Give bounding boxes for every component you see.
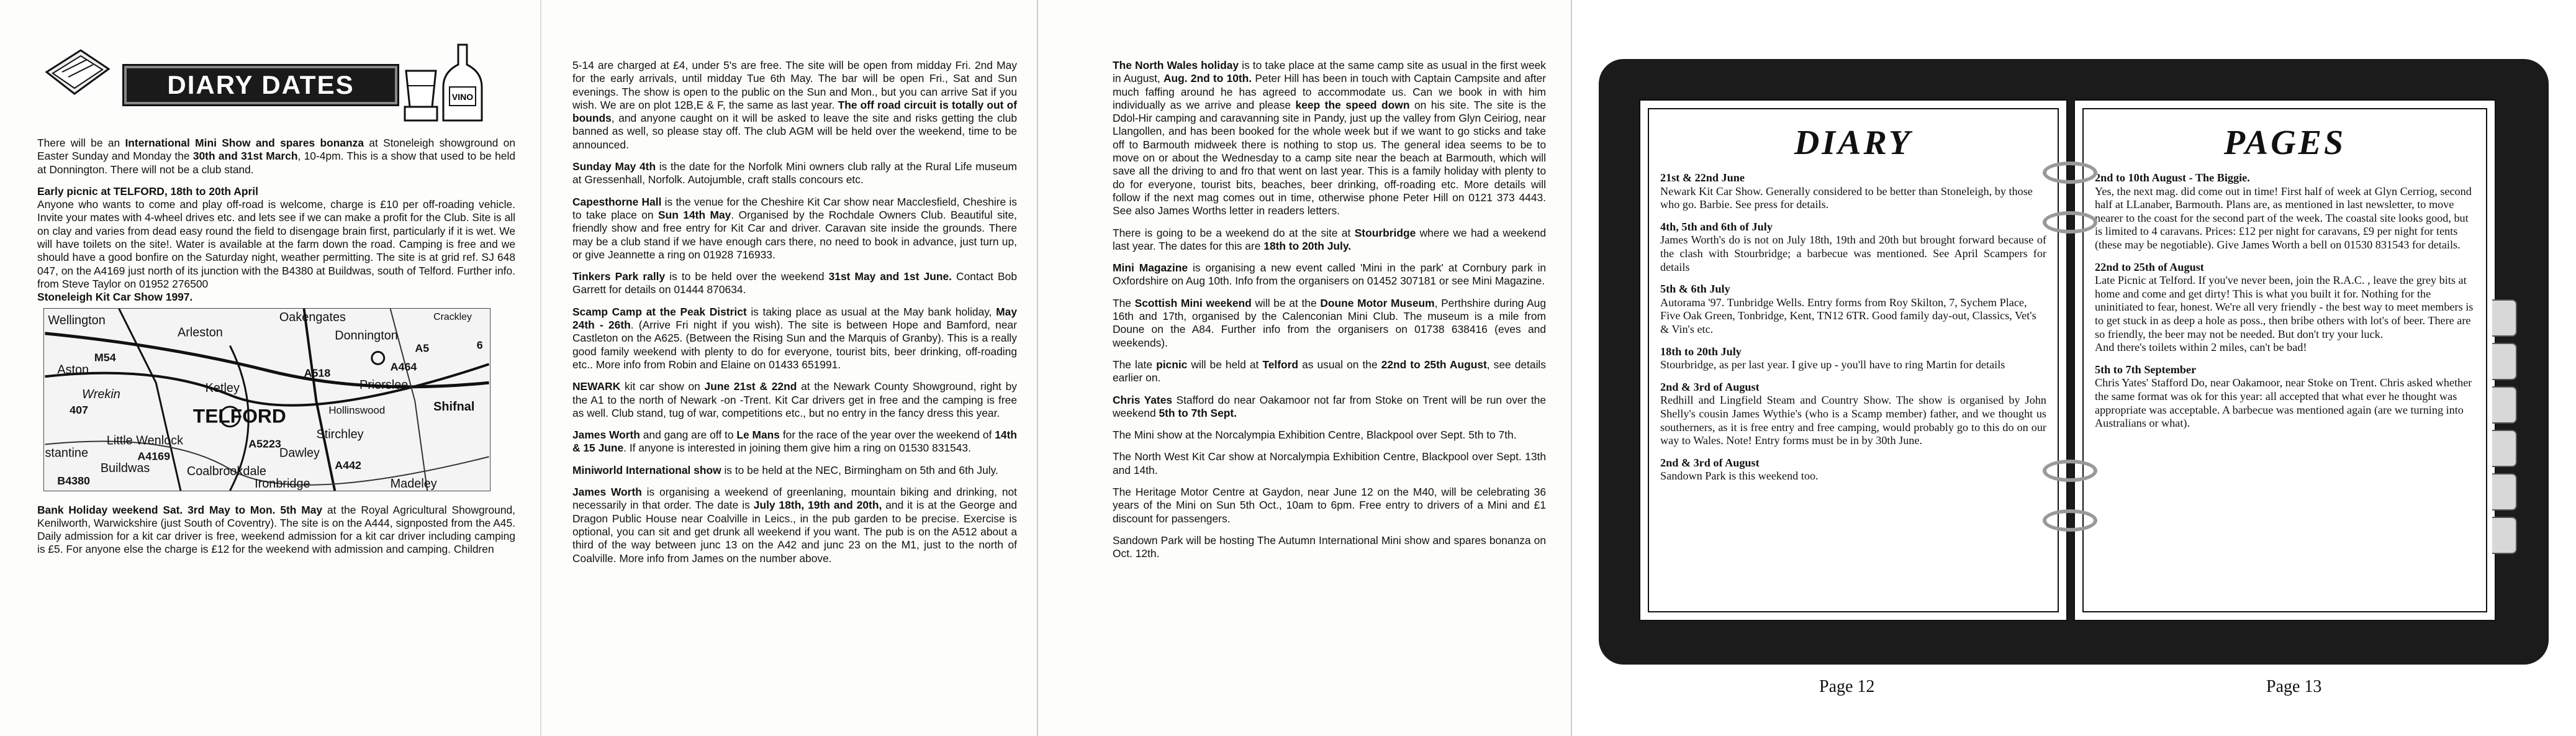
paragraph-newark: NEWARK kit car show on June 21st & 22nd at the Newark County Showground, right by the A1 to the north of Newark -on -Trent. Kit Car drivers get in free and the camping is free as well. Club stand, tug of war, competitions etc., but no entry in the fancy dress this year. (572, 380, 1017, 419)
entry-newark: 21st & 22nd June Newark Kit Car Show. Generally considered to be better than Stoneleigh, by those who go. Barbie. See press for details. (1660, 171, 2033, 211)
page-number-right: Page 13 (2266, 677, 2322, 696)
road-label-6: 6 (476, 338, 483, 352)
column-3 (1037, 0, 1571, 736)
paragraph-scamp-camp: Scamp Camp at the Peak District is taking place as usual at the May bank holiday, May 24th - 26th. (Arrive Fri night if you wish). The site is between Hope and Bamford, near Castleton on the A625. (Between the Rising Sun and the Marquis of Granby). This is a really good family weekend with plenty to do for everyone, tourist bits, beer drinking, off-roading etc.. More info from Robin and Elaine on 01433 651991. (572, 305, 1017, 371)
entry-late-picnic: 22nd to 25th of August Late Picnic at Telford. If you've never been, join the R.A.C. , leave the grey bits at home and come and get dirty! This is what you built it for. Nothing for the uninitiated to fear, honest. We're all very friendly - the best way to meet members is to get stuck in as deep a hole as poss., then bribe others with lot's of beer. There are so friendly, the beer may not be needed. But don't try your luck. And there's toilets within 2 miles, can't be bad! (2095, 260, 2474, 354)
telford-map (43, 308, 490, 491)
paragraph-north-wales: The North Wales holiday is to take place at the same camp site as usual in the first week in August, Aug. 2nd to 10th. Peter Hill has been in touch with Captain Campsite and after much faffing around he has agreed to accommodate us. Can we book in with him individually as we arrive and please keep the speed down on his site. The site is the Ddol-Hir camping and caravanning site in Pandy, just up the valley from Glyn Ceiriog, near Llangollen, and has been booked for the whole week but if we want to go sticks and take off to Barmouth midweek there is nothing to stop us. The general idea seems to be to move on or about the Wednesday to a camp site near the beach at Barmouth, which will save all the driving to and fro that went on last year. This is a family holiday with plenty to do for everyone, tourist bits, beaches, beer drinking, off-roading etc. More details will follow if the next mag comes out in time, otherwise phone Peter Hill on 0121 373 4443. See also James Worths letter in readers letters. (1113, 59, 1546, 217)
road-label-a5223: A5223 (248, 437, 281, 450)
road-label-a464: A464 (390, 360, 417, 373)
road-label-a518: A518 (304, 366, 331, 379)
binder-ring-icon (2043, 211, 2097, 234)
map-label-aston: Aston (57, 362, 89, 376)
paragraph-telford-picnic: Early picnic at TELFORD, 18th to 20th April Anyone who wants to come and play off-road is welcome, charge is £10 per off-roading vehicle. Invite your mates with 4-wheel drives etc. and lets see if we can make a profit for the Club. Site is all on clay and varies from dead easy round the field to disengage brain first, particularly if it is wet. We will have toilets on the site!. Water is available at the farm down the road. Camping is free and we should have a good bonfire on the Saturday night, weather permitting. The site is at grid ref. SJ 648 047, on the A4169 just north of its junction with the B4380 at Buildwas, south of Telford. Further info. from Steve Taylor on 01952 276500 Stoneleigh Kit Car Show 1997. (37, 184, 515, 304)
diary-dates-header (37, 43, 515, 124)
map-label-dawley: Dawley (279, 445, 320, 460)
map-label-arleston: Arleston (177, 325, 223, 340)
paragraph-tinkers-park: Tinkers Park rally is to be held over the weekend 31st May and 1st June. Contact Bob Garrett for details on 01444 870634. (572, 270, 1017, 296)
paragraph-norcalympia-kit: The North West Kit Car show at Norcalympia Exhibition Centre, Blackpool over Sept. 13th and 14th. (1113, 450, 1546, 476)
paragraph-show-details: 5-14 are charged at £4, under 5's are free. The site will be open from midday Fri. 2nd May for the early arrivals, until midday Tue 6th May. The bar will be open Fri., Sat and Sun evenings. The show is open to the public on the Sun and Mon., but you can arrive Sat if you wish. We are on plot 12B,E & F, the same as last year. The off road circuit is totally out of bounds, and anyone caught on it will be asked to leave the site and risks getting the club banned as well, so please stay off. The club AGM will be held over the weekend, time to be announced. (572, 59, 1017, 151)
wine-bottle-icon (441, 43, 484, 123)
column-1 (0, 0, 540, 736)
paragraph-stoneleigh-show: There will be an International Mini Show and spares bonanza at Stoneleigh showground on Easter Sunday and Monday the 30th and 31st March, 10-4pm. This is a show that used to be held at Donnington. There will not be a club stand. (37, 137, 515, 176)
binder-ring-icon (2043, 460, 2097, 482)
column-2 (540, 0, 1037, 736)
diary-right-page (2074, 99, 2496, 621)
index-tab (2492, 386, 2517, 424)
paragraph-mini-magazine: Mini Magazine is organising a new event called 'Mini in the park' at Cornbury park in Oxfordshire on Aug 10th. Info from the organisers on 01452 307181 or see Mini Magazine. (1113, 261, 1546, 288)
map-graphic (44, 309, 490, 491)
diary-left-page (1639, 99, 2068, 621)
map-label-shifnal: Shifnal (433, 399, 475, 414)
map-label-madeley: Madeley (390, 476, 437, 491)
paragraph-capesthorne: Capesthorne Hall is the venue for the Cheshire Kit Car show near Macclesfield, Cheshire is to take place on Sun 14th May. Organised by the Rochdale Owners Club. Beautiful site, friendly show and free entry for Kit Car and driver. Caravan site inside the grounds. There may be a club stand if we have enough cars there, no need to book in advance, just turn up, or give Jeannette a ring on 01928 716933. (572, 195, 1017, 261)
map-label-ironbridge: Ironbridge (255, 476, 310, 491)
road-label-b4380: B4380 (57, 474, 90, 487)
paragraph-scottish-mini: The Scottish Mini weekend will be at the Doune Motor Museum, Perthshire during Aug 16th and 17th, organised by the Calenconian Mini Club. The museum is a mile from Doune on the A84. Further info from the organisers on 01738 638416 (eves and weekends). (1113, 296, 1546, 349)
map-label-hollinswood: Hollinswood (328, 404, 386, 416)
paragraph-stourbridge: There is going to be a weekend do at the site at Stourbridge where we had a weekend last year. The dates for this are 18th to 20th July. (1113, 226, 1546, 252)
entry-autorama: 5th & 6th July Autorama '97. Tunbridge Wells. Entry forms from Roy Skilton, 7, Sychem Place, Five Oak Green, Tonbridge, Kent, TN12 6TR. Good family day-out, Classics, Vet's & Vin's etc. (1660, 283, 2036, 335)
entry-james-worth: 4th, 5th and 6th of July James Worth's do is not on July 18th, 19th and 20th but brought forward because of the clash with Stourbridge; a barbecue was mentioned. See April Scampers for details (1660, 220, 2046, 273)
index-tab (2492, 473, 2517, 511)
paragraph-heritage: The Heritage Motor Centre at Gaydon, near June 12 on the M40, will be celebrating 36 years of the Mini on Sun 5th Oct., 10am to 6pm. Free entry to drivers of a Mini and £1 discount for passengers. (1113, 486, 1546, 525)
index-tab (2492, 343, 2517, 380)
map-label-priorslee: Priorslee (359, 378, 409, 392)
binder-ring-icon (2043, 509, 2097, 532)
map-label-oakengates: Oakengates (279, 310, 346, 324)
bottle-label: VINO (451, 92, 474, 102)
entry-stourbridge: 18th to 20th July Stourbridge, as per last year. I give up - you'll have to ring Martin for details (1660, 345, 2005, 371)
entry-sandown: 2nd & 3rd of August Sandown Park is this weekend too. (1660, 456, 1819, 483)
road-label-a4169: A4169 (137, 449, 171, 462)
diary-dates-title: DIARY DATES (124, 66, 397, 104)
paragraph-norfolk-rally: Sunday May 4th is the date for the Norfolk Mini owners club rally at the Rural Life museum at Gressenhall, Norfolk. Autojumble, craft stalls concours etc. (572, 160, 1017, 186)
map-label-stirchley: Stirchley (316, 427, 364, 442)
road-label-407: 407 (70, 403, 88, 416)
pages-title: PAGES (2223, 124, 2346, 162)
folder-clip-icon (43, 47, 112, 97)
paragraph-greenlaning: James Worth is organising a weekend of greenlaning, mountain biking and drinking, not necessarily in that order. The date is July 18th, 19th and 20th, and it is at the George and Dragon Public House near Coalville in Leics., in the pub garden to be precise. Exercise is optional, you can sit and get drunk all weekend if you want. The pub is on the A512 about a third of the way between junc 13 on the A42 and junc 23 on the M1, just to the north of Coalville. More info from James on the number above. (572, 486, 1018, 565)
map-label-crackley: Crackley (433, 311, 472, 322)
road-label-a442: A442 (335, 458, 361, 471)
road-label-a5: A5 (415, 342, 430, 355)
paragraph-chris-yates: Chris Yates Stafford do near Oakamoor not far from Stoke on Trent will be run over the weekend 5th to 7th Sept. (1113, 393, 1547, 419)
paragraph-le-mans: James Worth and gang are off to Le Mans for the race of the year over the weekend of 14th & 15 June. If anyone is interested in joining them give him a ring on 01530 831543. (572, 429, 1017, 455)
paragraph-late-picnic: The late picnic will be held at Telford as usual on the 22nd to 25th August, see details earlier on. (1113, 358, 1546, 384)
entry-redhill: 2nd & 3rd of August Redhill and Lingfield Steam and Country Show. The show is organised by John Shelly's cousin James Wythie's (who is a Scamp member) father, and we thought us southerners, as it is free entry and free camping, would probably go to this do on our way to Wales. Note! Entry forms must be in by 30th June. (1660, 380, 2046, 447)
paragraph-norcalympia-mini: The Mini show at the Norcalympia Exhibition Centre, Blackpool over Sept. 5th to 7th. (1113, 429, 1517, 442)
diary-title: DIARY (1794, 124, 1913, 162)
map-label-buildwas: Buildwas (100, 461, 150, 475)
index-tab (2492, 517, 2517, 554)
paragraph-bank-holiday: Bank Holiday weekend Sat. 3rd May to Mon. 5th May at the Royal Agricultural Showground, Kenilworth, Warwickshire (just South of Coventry). The site is on the A444, signposted from the A45. Daily admission for a kit car driver is free, weekend admission for a kit car driver including camping is £5. For anyone else the charge is £12 for the weekend with admission and camping. Children (37, 503, 515, 556)
paragraph-sandown: Sandown Park will be hosting The Autumn International Mini show and spares bonanza on Oct. 12th. (1113, 534, 1546, 560)
map-label-donnington: Donnington (335, 329, 398, 343)
map-label-coalbrookdale: Coalbrookdale (186, 464, 266, 478)
road-label-m54: M54 (94, 350, 116, 363)
entry-biggie: 2nd to 10th August - The Biggie. Yes, the next mag. did come out in time! First half of week at Glyn Cerriog, second half at LLanaber, Barmouth. Plans are, as mentioned in last newsletter, to move nearer to the coast for the second part of the week. The coastal site looks good, but is limited to 4 caravans. Prices: £12 per night for caravans, £9 per night for tents (these may be negotiable). Give James Worth a bell on 01530 831543 for details. (2095, 171, 2472, 251)
stoneleigh-heading: Stoneleigh Kit Car Show 1997. (37, 291, 193, 304)
paragraph-miniworld: Miniworld International show is to be held at the NEC, Birmingham on 5th and 6th July. (572, 463, 998, 476)
wine-glass-icon (402, 68, 440, 123)
map-label-little-wenlock: Little Wenlock (106, 434, 184, 448)
map-label-ketley: Ketley (205, 381, 240, 395)
map-label-stantine: stantine (45, 445, 89, 460)
entry-stafford-do: 5th to 7th September Chris Yates' Stafford Do, near Oakamoor, near Stoke on Trent. Chris asked whether the same format was ok for this year: all accepted that what ever he thought was appropriate was acceptable. A barbecue was mentioned again (are we turning into Australians or what). (2095, 363, 2472, 430)
telford-heading: Early picnic at TELFORD, 18th to 20th April (37, 184, 258, 198)
page-number-left: Page 12 (1819, 677, 1875, 696)
index-tab (2492, 299, 2517, 337)
map-label-telford: TELFORD (192, 404, 286, 427)
index-tab (2492, 430, 2517, 467)
map-label-wrekin: Wrekin (82, 387, 120, 401)
binder-ring-icon (2043, 161, 2097, 184)
map-label-wellington: Wellington (48, 313, 106, 327)
